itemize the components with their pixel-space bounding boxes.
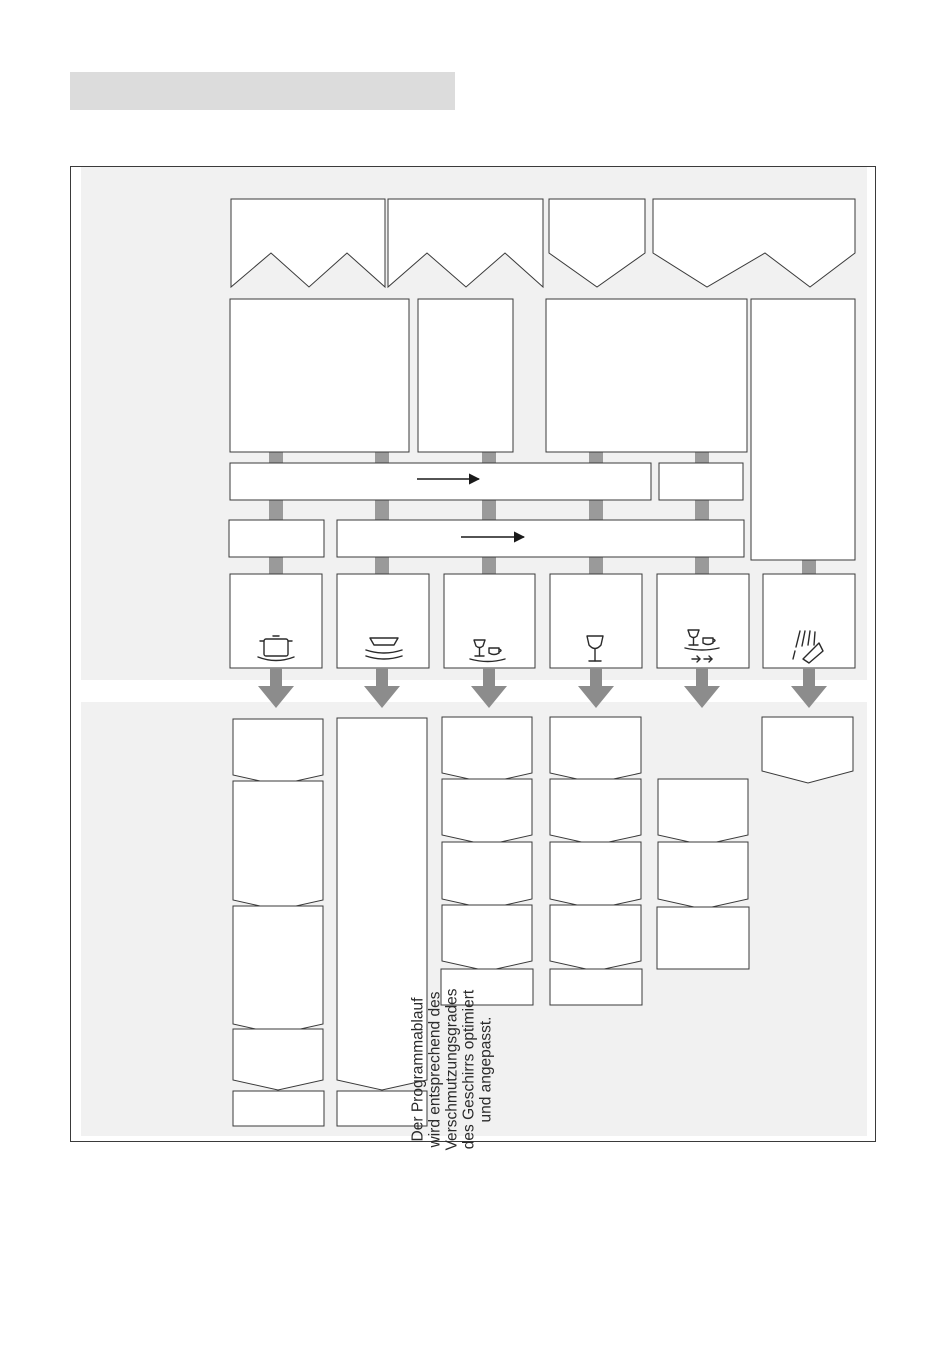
step-box-auto-end <box>337 1091 427 1126</box>
step-box-glass-3 <box>550 842 641 909</box>
step-box-quick-2 <box>658 842 748 909</box>
step-box-intensive-2 <box>233 781 323 910</box>
step-box-quick-1 <box>658 779 748 845</box>
step-box-glass-end <box>550 969 642 1005</box>
option-bar-2 <box>337 520 744 557</box>
option-box-small-1 <box>659 463 743 500</box>
step-box-normal-1 <box>442 717 532 783</box>
program-box-quick <box>657 574 749 668</box>
option-bar-1 <box>230 463 651 500</box>
program-note-text: Der Programmablauf wird entsprechend des Verschmutzungsgrades des Geschirrs optimiert und angepasst. <box>409 988 495 1150</box>
program-box-auto <box>337 574 429 668</box>
step-box-intensive-3 <box>233 906 323 1034</box>
step-box-intensive-1 <box>233 719 323 785</box>
step-box-normal-2 <box>442 779 532 845</box>
step-box-glass-1 <box>550 717 641 783</box>
header-bar <box>70 72 455 110</box>
step-box-auto-main <box>337 718 427 1090</box>
step-box-quick-end <box>657 907 749 969</box>
program-box-glass <box>550 574 642 668</box>
step-box-glass-2 <box>550 779 641 845</box>
step-box-intensive-4 <box>233 1029 323 1090</box>
option-box-small-2 <box>229 520 324 557</box>
description-box-4 <box>751 299 855 560</box>
program-box-intensive <box>230 574 322 668</box>
step-box-glass-4 <box>550 905 641 971</box>
step-box-prewash-1 <box>762 717 853 783</box>
description-box-1 <box>230 299 409 452</box>
program-diagram <box>70 166 876 1150</box>
step-box-normal-end <box>441 969 533 1005</box>
description-box-2 <box>418 299 513 452</box>
step-box-normal-4 <box>442 905 532 971</box>
step-box-normal-3 <box>442 842 532 909</box>
step-box-intensive-end <box>233 1091 324 1126</box>
description-box-3 <box>546 299 747 452</box>
